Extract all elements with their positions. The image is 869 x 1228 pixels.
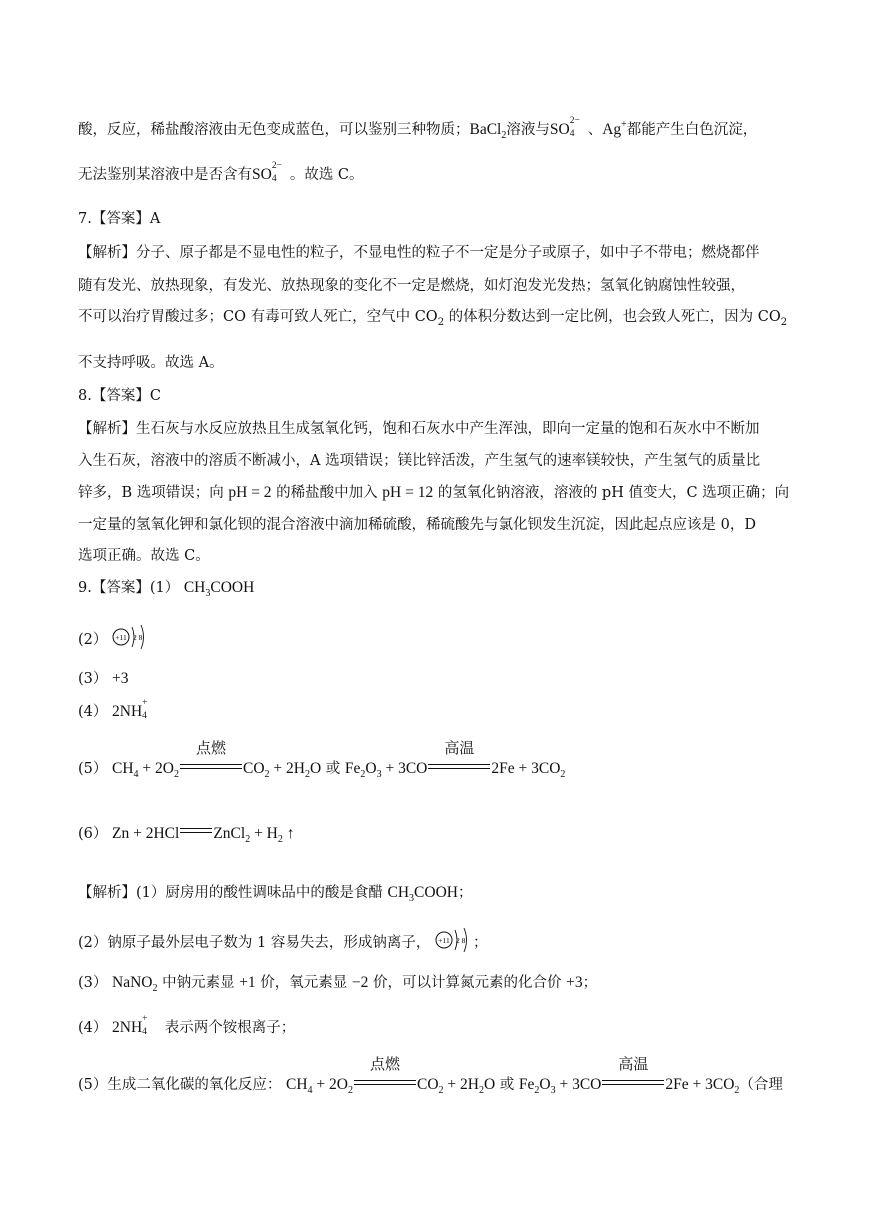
reaction-condition-ignite: 点燃 <box>180 759 242 775</box>
q7-analysis-line-4: 不支持呼吸。故选 A。 <box>78 355 224 371</box>
svg-text:2 8: 2 8 <box>133 633 143 642</box>
q6-line-1: 酸，反应，稀盐酸溶液由无色变成蓝色，可以鉴别三种物质；BaCl$_2$溶液与SO 2− 4 、Ag+都能产生白色沉淀， <box>78 116 758 141</box>
q9-analysis-2: (2）钠原子最外层电子数为 1 容易失去，形成钠离子， +11 2 8 ； <box>78 925 791 955</box>
q7-analysis-line-2: 随有发光、放热现象，有发光、放热现象的变化不一定是燃烧，如灯泡发光发热；氢氧化钠腐蚀性较强， <box>78 278 745 294</box>
q8-analysis-line-1: 【解析】生石灰与水反应放热且生成氢氧化钙，饱和石灰水中产生浑浊，即向一定量的饱和石灰水中不断加 <box>78 421 760 437</box>
q7-analysis-line-1: 【解析】分子、原子都是不显电性的粒子，不显电性的粒子不一定是分子或原子，如中子不带电；燃烧都伴 <box>78 245 760 261</box>
q9-analysis-3: (3） NaNO$_2$ 中钠元素显 +1 价，氧元素显 −2 价，可以计算氮元素的化合价 +3； <box>78 974 598 994</box>
q9-answer-6: (6） Zn + 2HCl ZnCl$_2$ + $H_2$ ↑ <box>78 825 295 845</box>
equals-sign <box>180 825 212 839</box>
q9-analysis-5: (5）生成二氧化碳的氧化反应： $CH_4 + 2O_2$ 点燃 $CO_2 + 2H_2O$ 或 $Fe_2O_3 + 3CO$ 高温 $2Fe + 3CO_2$（合理 <box>78 1055 783 1096</box>
q8-analysis-line-3: 锌多，B 选项错误；向 pH = 2 的稀盐酸中加入 pH = 12 的氢氧化钠溶液，溶液的 pH 值变大，C 选项正确；向 <box>78 484 790 501</box>
q8-analysis-line-2: 入生石灰，溶液中的溶质不断减小，A 选项错误；镁比锌活泼，产生氢气的速率镁较快，产生氢气的质量比 <box>78 453 761 469</box>
svg-text:+11: +11 <box>438 936 450 945</box>
sodium-ion-structure-icon <box>112 622 150 652</box>
q9-answer-3: (3） +3 <box>78 670 129 687</box>
q8-analysis-line-5: 选项正确。故选 C。 <box>78 548 210 564</box>
svg-text:2 8: 2 8 <box>455 936 466 945</box>
q6-line-2: 无法鉴别某溶液中是否含有SO 2− 4 。故选 C。 <box>78 161 364 184</box>
q9-analysis-1: 【解析】(1）厨房用的酸性调味品中的酸是食醋 $CH_3COOH$； <box>78 884 473 904</box>
q9-answer-1: 9.【答案】(1） $CH_3COOH$ <box>78 579 255 599</box>
svg-text:+11: +11 <box>115 633 127 642</box>
reaction-condition-high-temp: 高温 <box>602 1075 664 1091</box>
q7-answer: 7.【答案】A <box>78 211 161 227</box>
sodium-ion-structure-icon <box>435 925 473 955</box>
q9-answer-4: (4） 2NH + 4 <box>78 698 148 721</box>
q8-analysis-line-4: 一定量的氢氧化钾和氯化钡的混合溶液中滴加稀硫酸，稀硫酸先与氯化钡发生沉淀，因此起点应该是 0，D <box>78 517 756 533</box>
q9-answer-2: (2） +11 2 8 <box>78 622 791 652</box>
q9-analysis-4: (4） 2NH + 4 表示两个铵根离子； <box>78 1014 296 1037</box>
q8-answer: 8.【答案】C <box>78 388 161 404</box>
q7-analysis-line-3: 不可以治疗胃酸过多；CO 有毒可致人死亡，空气中 $CO_2$ 的体积分数达到一定比例，也会致人死亡，因为 $CO_2$ <box>78 309 788 328</box>
reaction-condition-high-temp: 高温 <box>428 759 490 775</box>
q9-answer-5: (5） $CH_4 + 2O_2$ 点燃 $CO_2 + 2H_2O$ 或 $Fe_2O_3 + 3CO$ 高温 $2Fe + 3CO_2$ <box>78 739 566 780</box>
reaction-condition-ignite: 点燃 <box>354 1075 416 1091</box>
